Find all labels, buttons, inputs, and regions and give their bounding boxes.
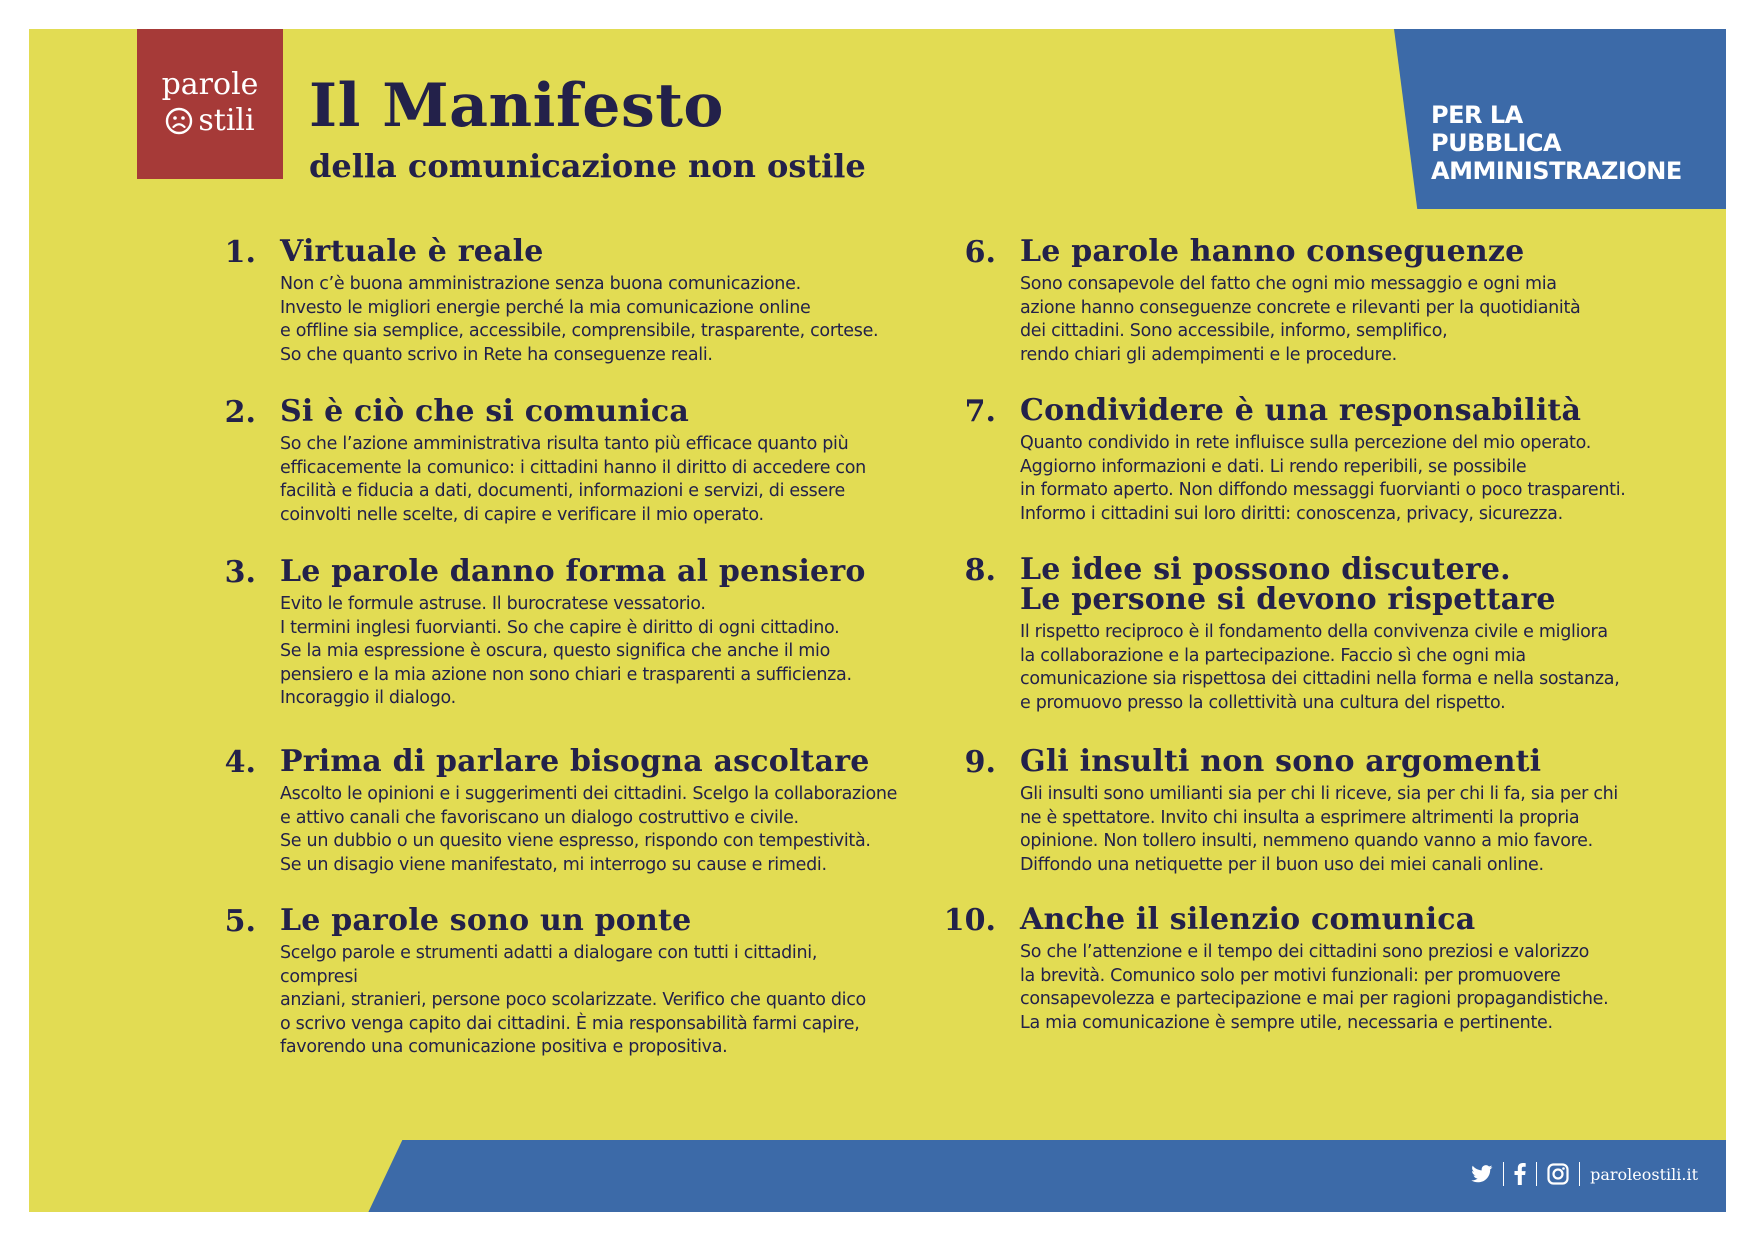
- item-body: Sono consapevole del fatto che ogni mio messaggio e ogni mia azione hanno conseguenze concrete e rilevanti per la quotidianità dei cittadini. Sono accessibile, informo, semplifico, rendo chiari gli adempimenti e le procedure.: [1020, 274, 1581, 365]
- manifesto-item-2: [224, 394, 900, 527]
- item-title: Le parole danno forma al pensiero: [280, 554, 866, 589]
- separator: [1503, 1162, 1504, 1186]
- manifesto-item-6: [964, 234, 1670, 367]
- item-body: Quanto condivido in rete influisce sulla percezione del mio operato. Aggiorno informazioni e dati. Li rendo reperibili, se possibile in formato aperto. Non diffondo messaggi fuorvianti o poco trasparenti. Informo i cittadini sui loro diritti: conoscenza, privacy, sicurezza.: [1020, 433, 1626, 524]
- item-title: Le idee si possono discutere. Le persone si devono rispettare: [1020, 552, 1556, 617]
- item-number: 3.: [224, 555, 256, 590]
- item-title: Prima di parlare bisogna ascoltare: [280, 744, 870, 779]
- item-title: Condividere è una responsabilità: [1020, 393, 1582, 428]
- separator: [1579, 1162, 1580, 1186]
- manifesto-item-1: [224, 234, 900, 367]
- manifesto-item-3: [224, 554, 900, 711]
- manifesto-item-8: [964, 552, 1670, 715]
- page-subtitle: della comunicazione non ostile: [309, 147, 866, 185]
- item-number: 9.: [964, 745, 996, 780]
- logo-word-stili: stili: [198, 103, 255, 138]
- item-number: 2.: [224, 395, 256, 430]
- sad-face-icon: [165, 107, 193, 135]
- item-title: Gli insulti non sono argomenti: [1020, 744, 1542, 779]
- item-number: 8.: [964, 553, 996, 588]
- item-number: 6.: [964, 235, 996, 270]
- facebook-icon[interactable]: [1514, 1163, 1526, 1185]
- item-body: So che l’attenzione e il tempo dei cittadini sono preziosi e valorizzo la brevità. Comunico solo per motivi funzionali: per promuovere consapevolezza e partecipazione e mai per ragioni propagandistiche. La mia comunicazione è sempre utile, necessaria e pertinente.: [1020, 942, 1609, 1033]
- manifesto-item-7: [964, 393, 1670, 526]
- item-title: Le parole sono un ponte: [280, 903, 692, 938]
- item-title: Anche il silenzio comunica: [1020, 902, 1476, 937]
- item-body: Gli insulti sono umilianti sia per chi li riceve, sia per chi li fa, sia per chi ne è spettatore. Invito chi insulta a esprimere altrimenti la propria opinione. Non tollero insulti, nemmeno quando vanno a mio favore. Diffondo una netiquette per il buon uso dei miei canali online.: [1020, 784, 1618, 875]
- separator: [1536, 1162, 1537, 1186]
- website-link[interactable]: paroleostili.it: [1590, 1164, 1698, 1184]
- item-title: Le parole hanno conseguenze: [1020, 234, 1525, 269]
- manifesto-poster: [29, 29, 1726, 1212]
- manifesto-item-5: [224, 903, 900, 1060]
- audience-badge-label: PER LA PUBBLICA AMMINISTRAZIONE: [1431, 101, 1682, 185]
- logo-word-parole: parole: [161, 67, 259, 102]
- manifesto-item-4: [224, 744, 900, 877]
- item-title: Virtuale è reale: [280, 234, 544, 269]
- item-number: 10.: [943, 903, 996, 938]
- page-title: Il Manifesto: [309, 71, 724, 141]
- item-number: 4.: [224, 745, 256, 780]
- item-body: Ascolto le opinioni e i suggerimenti dei cittadini. Scelgo la collaborazione e attivo canali che favoriscano un dialogo costruttivo e civile. Se un dubbio o un quesito viene espresso, rispondo con tempestività. Se un disagio viene manifestato, mi interrogo su cause e rimedi.: [280, 784, 898, 875]
- parole-ostili-logo: [137, 29, 283, 179]
- item-number: 5.: [224, 904, 256, 939]
- item-title: Si è ciò che si comunica: [280, 394, 690, 429]
- item-body: Evito le formule astruse. Il burocratese vessatorio. I termini inglesi fuorvianti. So che capire è diritto di ogni cittadino. Se la mia espressione è oscura, questo significa che anche il mio pensiero e la mia azione non sono chiari e trasparenti a sufficienza. Incoraggio il dialogo.: [280, 594, 852, 708]
- instagram-icon[interactable]: [1547, 1163, 1569, 1185]
- manifesto-item-9: [964, 744, 1670, 877]
- item-body: So che l’azione amministrativa risulta tanto più efficace quanto più efficacemente la comunico: i cittadini hanno il diritto di accedere con facilità e fiducia a dati, documenti, informazioni e servizi, di essere coinvolti nelle scelte, di capire e verificare il mio operato.: [280, 434, 866, 525]
- twitter-icon[interactable]: [1471, 1165, 1493, 1183]
- item-body: Il rispetto reciproco è il fondamento della convivenza civile e migliora la collaborazione e la partecipazione. Faccio sì che ogni mia comunicazione sia rispettosa dei cittadini nella forma e nella sostanza, e promuovo presso la collettività una cultura del rispetto.: [1020, 622, 1620, 713]
- manifesto-item-10: [943, 902, 1670, 1035]
- item-number: 7.: [964, 394, 996, 429]
- item-body: Scelgo parole e strumenti adatti a dialogare con tutti i cittadini, compresi anziani, stranieri, persone poco scolarizzate. Verifico che quanto dico o scrivo venga capito dai cittadini. È mia responsabilità farmi capire, favorendo una comunicazione positiva e propositiva.: [280, 943, 866, 1057]
- item-body: Non c’è buona amministrazione senza buona comunicazione. Investo le migliori energie perché la mia comunicazione online e offline sia semplice, accessibile, comprensibile, trasparente, cortese. So che quanto scrivo in Rete ha conseguenze reali.: [280, 274, 879, 365]
- logo-second-line: [137, 105, 283, 137]
- social-links: [1471, 1162, 1698, 1186]
- item-number: 1.: [224, 235, 256, 270]
